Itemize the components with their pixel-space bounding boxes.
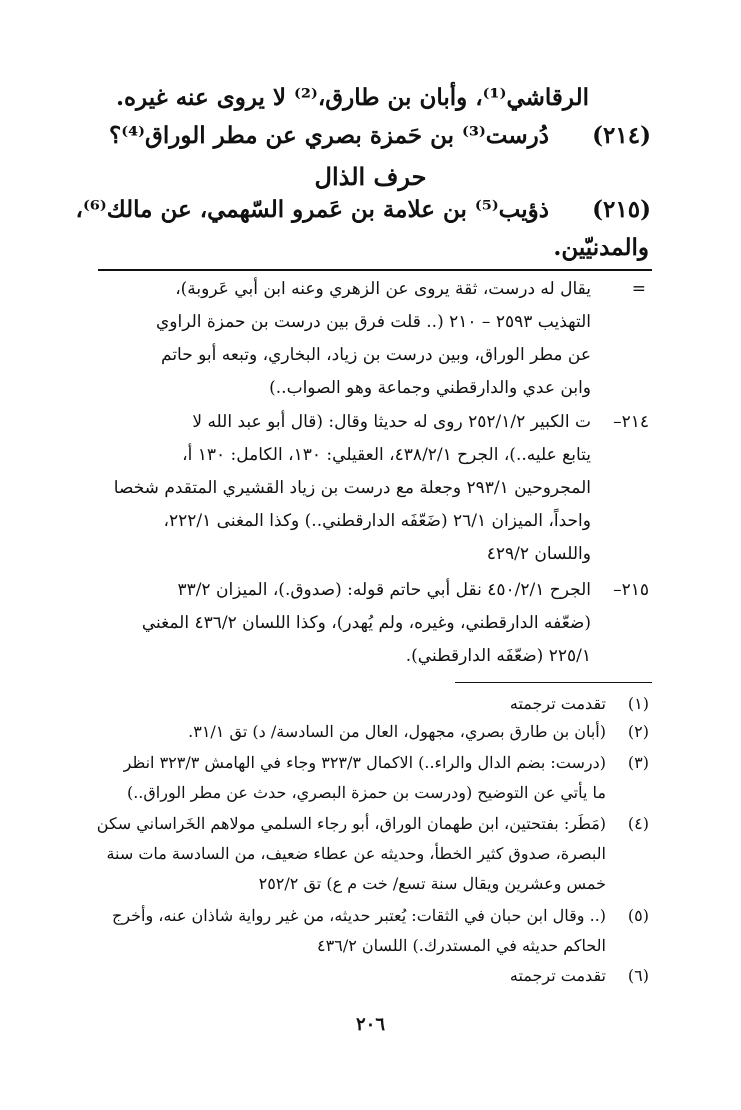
footnote-number: (٤) [627, 814, 649, 833]
footnote-line: (درست: بضم الدال والراء..) الاكمال ٣٢٣/٣ وجاء في الهامش ٣٢٣/٣ انظر [123, 753, 606, 772]
footnote-line: البصرة، صدوق كثير الخطأ، وحديثه عن عطاء ضعيف، من السادسة مات سنة [106, 844, 606, 863]
footnote-line: خمس وعشرين ويقال سنة تسع/ خت م ع) تق ٢٥٢/٢ [258, 874, 606, 893]
commentary-marker-214: ٢١٤– [613, 412, 649, 432]
commentary-line: ٢٢٥/١ (ضعّفَه الدارقطني). [405, 646, 591, 666]
commentary-line: واللسان ٤٢٩/٢ [486, 544, 591, 564]
entry-215-text: ذؤيب⁽⁵⁾ بن علامة بن عَمرو السّهمي، عن مالك⁽⁶⁾، [75, 196, 549, 223]
footnote-number: (٣) [627, 753, 649, 772]
commentary-line: التهذيب ٢٥٩٣ – ٢١٠ (.. قلت فرق بين درست بن حمزة الراوي [155, 312, 591, 332]
main-text-divider [98, 269, 652, 271]
entry-215-number: (٢١٥) [592, 196, 651, 223]
footnote-line: تقدمت ترجمته [509, 694, 606, 713]
commentary-line: يقال له درست، ثقة يروى عن الزهري وعنه ابن أبي عَروبة)، [175, 279, 591, 299]
footnote-number: (٥) [627, 906, 649, 925]
footnote-line: الحاكم حديثه في المستدرك.) اللسان ٤٣٦/٢ [317, 936, 606, 955]
entry-214-text: دُرست⁽³⁾ بن حَمزة بصري عن مطر الوراق⁽⁴⁾؟ [109, 122, 549, 149]
footnote-number: (٢) [627, 722, 649, 741]
entry-214-number: (٢١٤) [592, 122, 651, 149]
footnote-number: (١) [627, 694, 649, 713]
commentary-marker-215: ٢١٥– [613, 580, 649, 600]
commentary-line: المجروحين ٢٩٣/١ وجعلة مع درست بن زياد القشيري المتقدم شخصا [113, 478, 591, 498]
commentary-line: ت الكبير ٢٥٢/١/٢ روى له حديثا وقال: (قال أبو عبد الله لا [192, 412, 591, 432]
commentary-line: وابن عدي والدارقطني وجماعة وهو الصواب..) [269, 378, 591, 398]
entry-215-continuation: والمدنيّين. [553, 234, 649, 261]
commentary-line: (ضعّفه الدارقطني، وغيره، ولم يُهدر)، وكذا اللسان ٤٣٦/٢ المغني [141, 613, 591, 633]
commentary-line: الجرح ٤٥٠/٢/١ نقل أبي حاتم قوله: (صدوق.)، الميزان ٣٣/٢ [177, 580, 591, 600]
commentary-marker: = [631, 279, 646, 299]
commentary-line: عن مطر الوراق، وبين درست بن زياد، البخاري، وتبعه أبو حاتم [161, 345, 591, 365]
footnote-line: (.. وقال ابن حبان في الثقات: يُعتبر حديثه، من غير رواية شاذان عنه، وأخرج [112, 906, 606, 925]
section-heading: حرف الذال [314, 162, 427, 191]
commentary-line: واحداً، الميزان ٢٦/١ (ضَعّفَه الدارقطني..) وكذا المغنى ٢٢٢/١، [163, 511, 591, 531]
footnote-line: (أبان بن طارق بصري، مجهول، العال من السادسة/ د) تق ٣١/١. [188, 722, 606, 741]
page-number: ٢٠٦ [355, 1014, 385, 1035]
footnote-line: (مَطَر: بفتحتين، ابن طهمان الوراق، أبو رجاء السلمي مولاهم الخَراساني سكن [96, 814, 606, 833]
commentary-line: يتابع عليه..)، الجرح ٤٣٨/٢/١، العقيلي: ١٣٠، الكامل: ١٣٠ أ، [182, 445, 591, 465]
footnote-line: تقدمت ترجمته [509, 966, 606, 985]
main-line-1: الرقاشي⁽¹⁾، وأبان بن طارق،⁽²⁾ لا يروى عنه غيره. [115, 84, 589, 111]
footnote-number: (٦) [627, 966, 649, 985]
footnote-divider [455, 682, 652, 683]
footnote-line: ما يأتي عن التوضيح (ودرست بن حمزة البصري، حدث عن مطر الوراق..) [126, 783, 606, 802]
